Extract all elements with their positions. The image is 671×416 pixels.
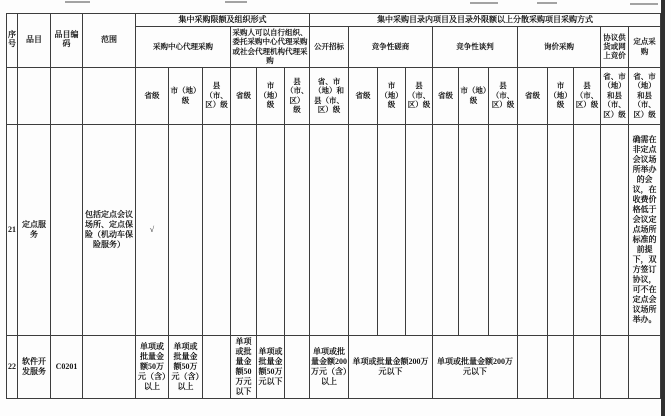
header-self-delegate: 采购人可以自行组织、委托采购中心代理采购或社会代理机构代理采购 <box>231 27 310 68</box>
scan-artifact <box>470 2 498 4</box>
empty-cell <box>83 67 136 124</box>
empty-cell <box>169 124 203 335</box>
header-level-all: 省、市（地）和县（市、区）级 <box>310 67 349 124</box>
cell-item: 软件开发服务 <box>18 335 51 398</box>
cell-threshold-open-tender: 单项或批量金额200万元（含）以上 <box>310 335 349 398</box>
empty-cell <box>203 124 231 335</box>
empty-cell <box>203 335 231 398</box>
cell-threshold-self-city: 单项或批量金额50万元以下 <box>257 335 285 398</box>
empty-cell <box>257 124 285 335</box>
scan-artifact <box>630 3 658 5</box>
cell-item-code: C0201 <box>51 335 83 398</box>
cell-scope: 包括定点会议场所、定点保险（机动车保险服务） <box>83 124 136 335</box>
header-level-province: 省级 <box>231 67 257 124</box>
empty-cell <box>574 335 601 398</box>
empty-cell <box>310 124 349 335</box>
empty-cell <box>349 124 378 335</box>
empty-cell <box>518 335 548 398</box>
checkmark-center-province: √ <box>136 124 169 335</box>
header-level-all: 省、市（地）和县（市、区）级 <box>629 67 661 124</box>
cell-item: 定点服务 <box>18 124 51 335</box>
empty-cell <box>18 67 51 124</box>
header-inquiry: 询价采购 <box>518 27 601 68</box>
header-open-tender: 公开招标 <box>310 27 349 68</box>
header-level-all: 省、市（地）和县（市、区）级 <box>601 67 629 124</box>
header-pinmu: 品目 <box>18 14 51 68</box>
header-level-city: 市（地）级 <box>257 67 285 124</box>
header-level-province: 省级 <box>518 67 548 124</box>
empty-cell <box>574 124 601 335</box>
cell-threshold-consultation: 单项或批量金额200万元以下 <box>349 335 433 398</box>
empty-cell <box>548 124 574 335</box>
empty-cell <box>51 67 83 124</box>
empty-cell <box>601 124 629 335</box>
empty-cell <box>406 124 433 335</box>
cell-designated-note: 确需在非定点会议场所举办的会议，在收费价格低于会议定点场所标准的前提下，双方签订协议，可不在定点会议场所举办。 <box>629 124 661 335</box>
empty-cell <box>629 335 661 398</box>
header-level-city: 市（地）级 <box>169 67 203 124</box>
empty-cell <box>7 67 18 124</box>
header-designated: 定点采购 <box>629 27 661 68</box>
scan-artifact <box>65 1 90 3</box>
scan-artifact <box>225 1 247 3</box>
cell-row-no: 22 <box>7 335 18 398</box>
header-group-catalog: 集中采购目录内项目及目录外限额以上分散采购项目采购方式 <box>310 14 661 27</box>
header-level-province: 省级 <box>136 67 169 124</box>
empty-cell <box>489 124 518 335</box>
cell-scope <box>83 335 136 398</box>
header-level-county: 县（市、区）级 <box>489 67 518 124</box>
header-xuhao: 序号 <box>7 14 18 68</box>
cell-threshold-center-city: 单项或批量金额50万元（含）以上 <box>169 335 203 398</box>
header-level-province: 省级 <box>349 67 378 124</box>
cell-threshold-center-province: 单项或批量金额50万元（含）以上 <box>136 335 169 398</box>
empty-cell <box>285 124 310 335</box>
cell-threshold-self-province: 单项或批量金额50万元以下 <box>231 335 257 398</box>
header-level-city: 市（地）级 <box>548 67 574 124</box>
header-bianma: 品目编码 <box>51 14 83 68</box>
header-level-province: 省级 <box>433 67 459 124</box>
empty-cell <box>378 124 406 335</box>
header-level-city: 市（地）级 <box>459 67 489 124</box>
scan-page-edge <box>661 0 665 416</box>
header-agreement-supply: 协议供货或网上竞价 <box>601 27 629 68</box>
empty-cell <box>601 335 629 398</box>
cell-item-code <box>51 124 83 335</box>
header-center-agency: 采购中心代理采购 <box>136 27 231 68</box>
header-level-county: 县（市、区）级 <box>406 67 433 124</box>
empty-cell <box>518 124 548 335</box>
header-fanwei: 范围 <box>83 14 136 68</box>
header-competitive-consultation: 竞争性磋商 <box>349 27 433 68</box>
cell-row-no: 21 <box>7 124 18 335</box>
scan-artifact <box>537 2 557 4</box>
empty-cell <box>285 335 310 398</box>
empty-cell <box>231 124 257 335</box>
header-level-county: 县（市、区）级 <box>574 67 601 124</box>
empty-cell <box>433 124 459 335</box>
header-level-city: 市（地）级 <box>378 67 406 124</box>
empty-cell <box>548 335 574 398</box>
empty-cell <box>459 124 489 335</box>
header-group-centralized: 集中采购限额及组织形式 <box>136 14 310 27</box>
header-level-county: 县（市、区）级 <box>203 67 231 124</box>
cell-threshold-negotiation: 单项或批量金额200万元以下 <box>433 335 518 398</box>
header-level-county: 县（市、区）级 <box>285 67 310 124</box>
procurement-catalog-table <box>6 13 661 399</box>
header-competitive-negotiation: 竞争性谈判 <box>433 27 518 68</box>
